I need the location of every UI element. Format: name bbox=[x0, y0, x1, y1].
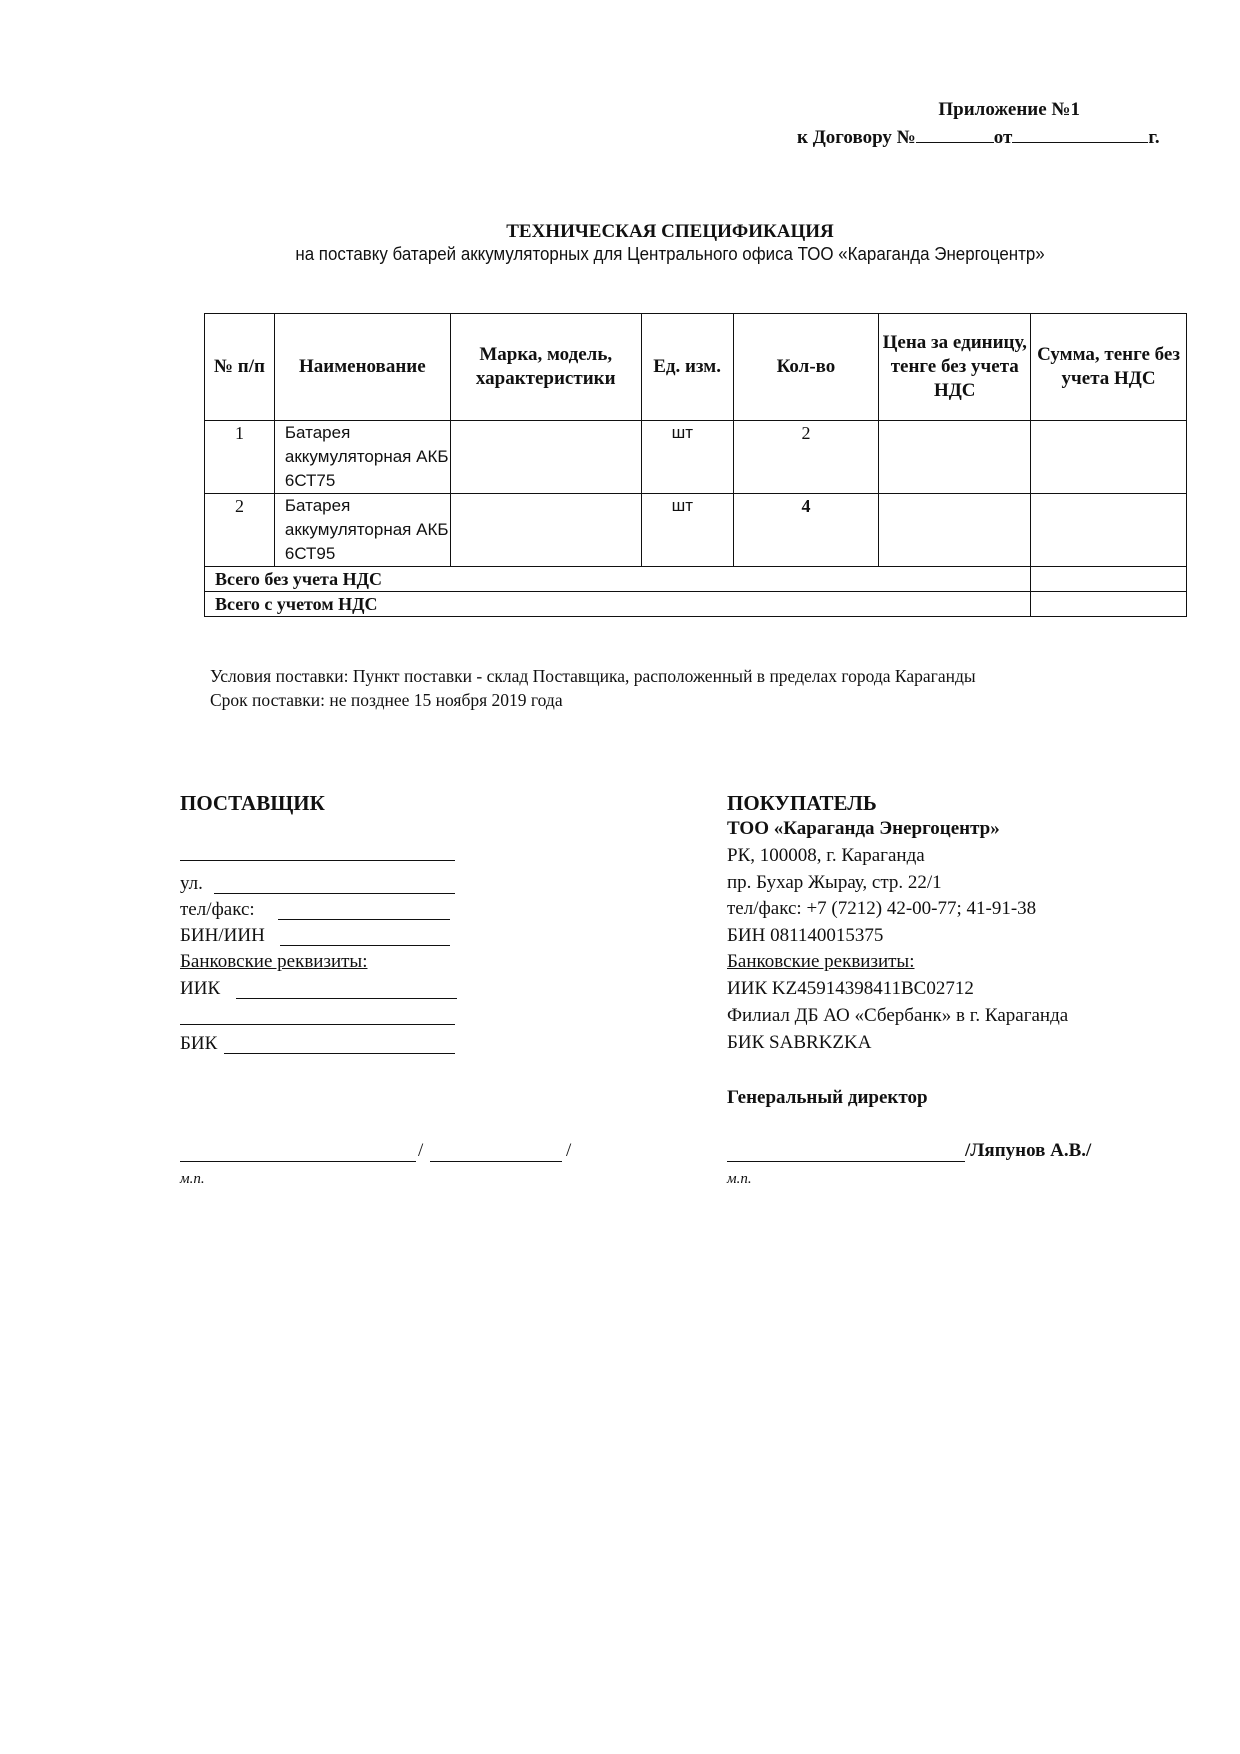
buyer-bin: БИН 081140015375 bbox=[727, 925, 884, 946]
document-title: ТЕХНИЧЕСКАЯ СПЕЦИФИКАЦИЯ bbox=[506, 221, 834, 242]
buyer-company: ТОО «Караганда Энергоцентр» bbox=[727, 818, 1000, 839]
total-with-vat-value bbox=[1031, 592, 1187, 617]
row-name: Батарея аккумуляторная АКБ 6СТ75 bbox=[274, 421, 450, 494]
supplier-bin-line bbox=[280, 945, 450, 946]
specification-table bbox=[204, 313, 1187, 617]
buyer-bank-label: Банковские реквизиты: bbox=[727, 951, 915, 972]
header-sum: Сумма, тенге без учета НДС bbox=[1031, 314, 1187, 421]
header-unit: Ед. изм. bbox=[641, 314, 733, 421]
supplier-street-label: ул. bbox=[180, 873, 203, 894]
supplier-bin-label: БИН/ИИН bbox=[180, 925, 265, 946]
row-model bbox=[450, 494, 641, 567]
table-header-row bbox=[205, 314, 1187, 421]
header-name: Наименование bbox=[274, 314, 450, 421]
table-row bbox=[205, 494, 1187, 567]
buyer-phone: тел/факс: +7 (7212) 42-00-77; 41-91-38 bbox=[727, 898, 1037, 919]
contract-prefix: к Договору № bbox=[797, 127, 916, 148]
supplier-phone-label: тел/факс: bbox=[180, 899, 255, 920]
buyer-signature-line bbox=[727, 1161, 965, 1162]
document-subtitle: на поставку батарей аккумуляторных для Центрального офиса ТОО «Караганда Энергоцентр» bbox=[295, 244, 1045, 264]
row-unit: шт bbox=[641, 421, 733, 494]
total-with-vat-row bbox=[205, 592, 1187, 617]
contract-reference bbox=[797, 124, 1160, 149]
row-sum bbox=[1031, 494, 1187, 567]
row-sum bbox=[1031, 421, 1187, 494]
delivery-terms: Условия поставки: Пункт поставки - склад Поставщика, расположенный в пределах города Караганды bbox=[210, 666, 976, 686]
contract-from-label: от bbox=[993, 127, 1013, 148]
row-qty: 2 bbox=[733, 421, 879, 494]
supplier-street-line bbox=[214, 893, 455, 894]
supplier-stamp-label: м.п. bbox=[180, 1171, 205, 1187]
row-model bbox=[450, 421, 641, 494]
supplier-extra-line bbox=[180, 1024, 455, 1025]
supplier-bik-line bbox=[224, 1053, 455, 1054]
row-name: Батарея аккумуляторная АКБ 6СТ95 bbox=[274, 494, 450, 567]
buyer-address-line-2: пр. Бухар Жырау, стр. 22/1 bbox=[727, 872, 942, 893]
delivery-deadline: Срок поставки: не позднее 15 ноября 2019 года bbox=[210, 690, 563, 710]
supplier-signature-line bbox=[180, 1161, 416, 1162]
buyer-stamp-label: м.п. bbox=[727, 1171, 752, 1187]
total-without-vat-value bbox=[1031, 567, 1187, 592]
supplier-signature-slash-2: / bbox=[566, 1140, 572, 1161]
row-price bbox=[879, 421, 1031, 494]
row-unit: шт bbox=[641, 494, 733, 567]
supplier-signatory-line bbox=[430, 1161, 562, 1162]
supplier-bank-label: Банковские реквизиты: bbox=[180, 951, 368, 972]
appendix-label: Приложение №1 bbox=[938, 99, 1080, 120]
supplier-iik-line bbox=[236, 998, 457, 999]
table-row bbox=[205, 421, 1187, 494]
row-num: 1 bbox=[205, 421, 275, 494]
buyer-bik: БИК SABRKZKA bbox=[727, 1032, 872, 1053]
row-qty: 4 bbox=[733, 494, 879, 567]
total-without-vat-label: Всего без учета НДС bbox=[205, 567, 1031, 592]
row-num: 2 bbox=[205, 494, 275, 567]
buyer-bank-name: Филиал ДБ АО «Сбербанк» в г. Караганда bbox=[727, 1005, 1069, 1026]
total-without-vat-row bbox=[205, 567, 1187, 592]
buyer-position: Генеральный директор bbox=[727, 1087, 928, 1108]
header-price: Цена за единицу, тенге без учета НДС bbox=[879, 314, 1031, 421]
supplier-signature-slash-1: / bbox=[418, 1140, 424, 1161]
supplier-title: ПОСТАВЩИК bbox=[180, 791, 325, 815]
row-price bbox=[879, 494, 1031, 567]
contract-date-blank bbox=[1012, 124, 1148, 143]
buyer-title: ПОКУПАТЕЛЬ bbox=[727, 791, 877, 815]
header-model: Марка, модель, характеристики bbox=[450, 314, 641, 421]
supplier-bik-label: БИК bbox=[180, 1033, 218, 1054]
contract-number-blank bbox=[916, 124, 994, 143]
supplier-iik-label: ИИК bbox=[180, 978, 221, 999]
contract-year-label: г. bbox=[1148, 127, 1160, 148]
buyer-signatory: /Ляпунов А.В./ bbox=[965, 1140, 1092, 1161]
supplier-phone-line bbox=[278, 919, 450, 920]
header-qty: Кол-во bbox=[733, 314, 879, 421]
header-num: № п/п bbox=[205, 314, 275, 421]
total-with-vat-label: Всего с учетом НДС bbox=[205, 592, 1031, 617]
buyer-address-line-1: РК, 100008, г. Караганда bbox=[727, 845, 925, 866]
buyer-iik: ИИК KZ45914398411BC02712 bbox=[727, 978, 974, 999]
supplier-name-line bbox=[180, 860, 455, 861]
